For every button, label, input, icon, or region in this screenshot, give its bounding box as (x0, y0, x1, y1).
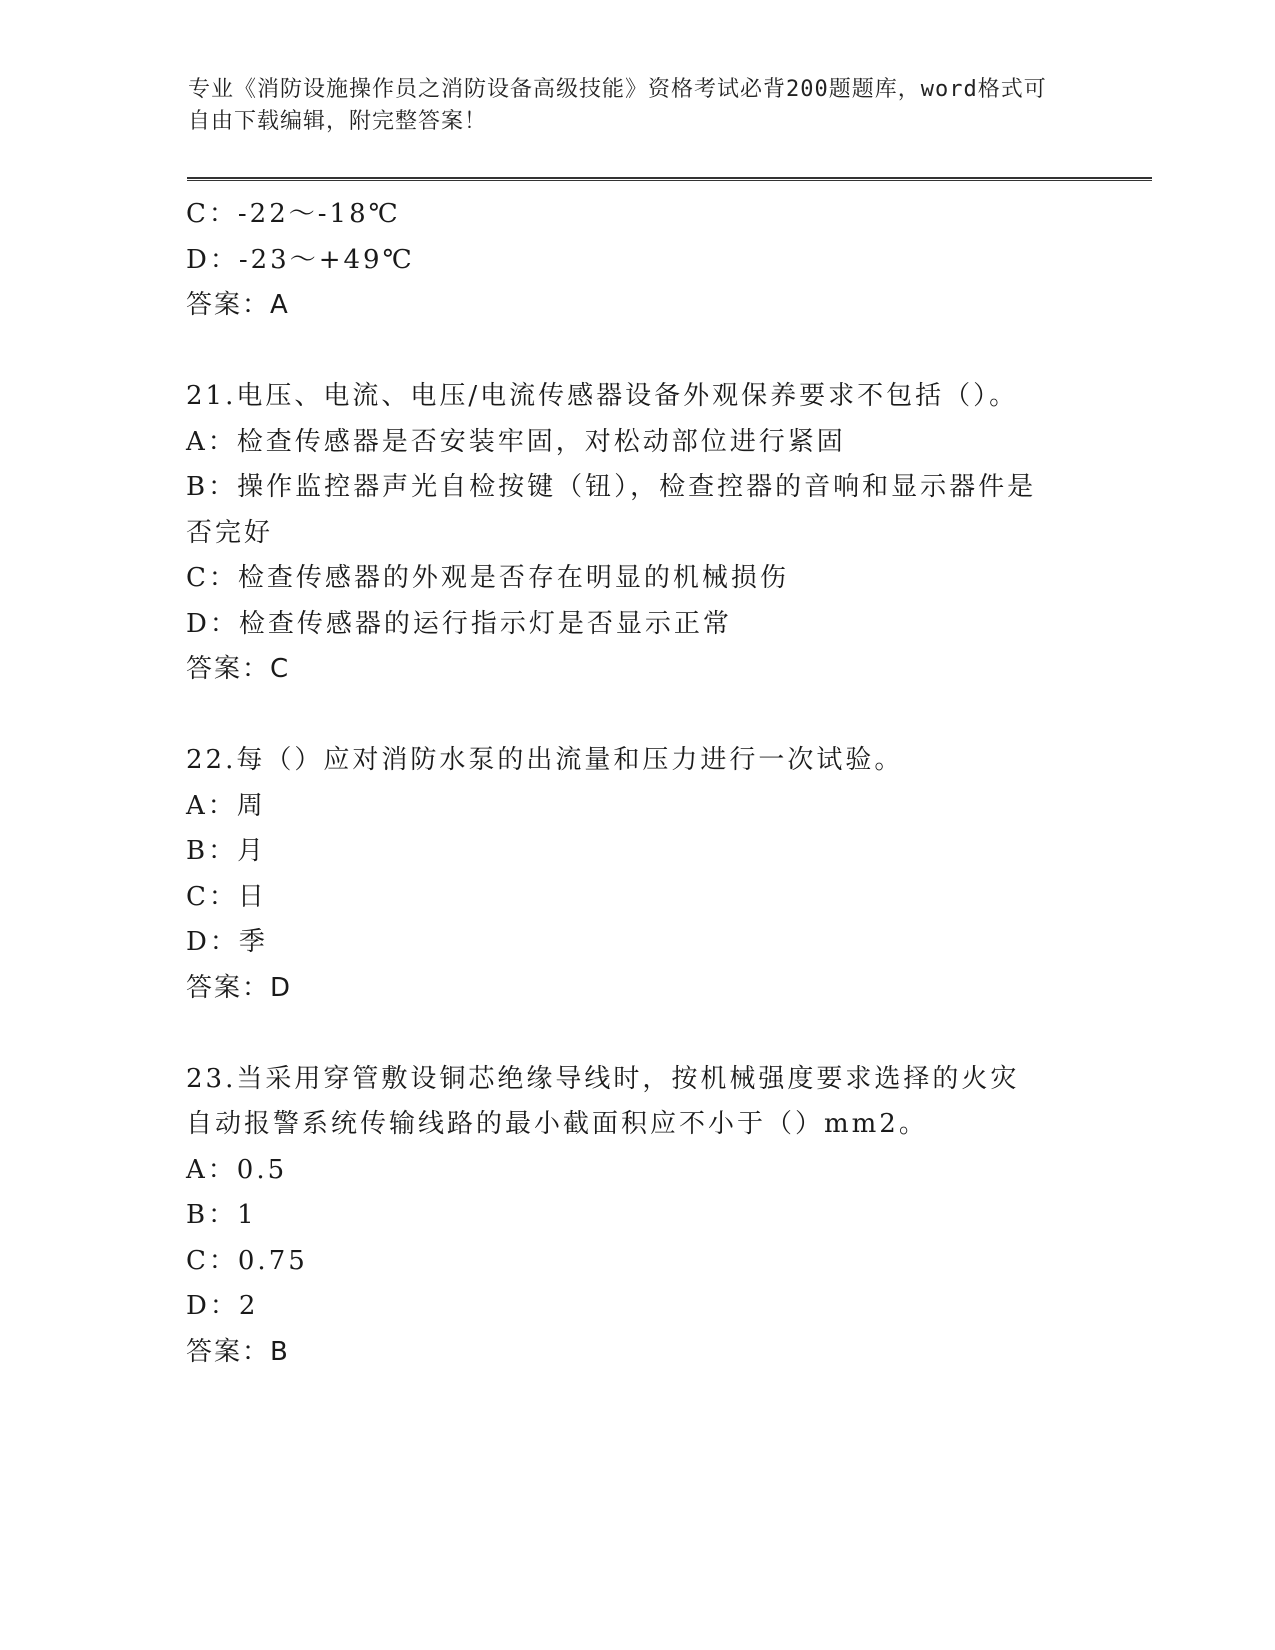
question-stem: 22.每（）应对消防水泵的出流量和压力进行一次试验。 (186, 745, 904, 775)
option-c: C：检查传感器的外观是否存在明显的机械损伤 (186, 563, 789, 593)
question-stem: 23.当采用穿管敷设铜芯绝缘导线时，按机械强度要求选择的火灾自动报警系统传输线路的最小截面积应不小于（）mm2。 (186, 1063, 1020, 1139)
option-a: A：周 (186, 790, 266, 821)
option-a: A：0.5 (186, 1154, 288, 1185)
option-c: C：0.75 (186, 1245, 308, 1276)
option-d: D：检查传感器的运行指示灯是否显示正常 (186, 608, 732, 639)
answer-line: 答案：B (186, 1336, 290, 1367)
header-divider (187, 177, 1152, 181)
spacer (186, 693, 1086, 739)
option-d: D：-23～+49℃ (186, 244, 415, 275)
option-a: A：检查传感器是否安装牢固，对松动部位进行紧固 (186, 426, 846, 457)
option-c: C：日 (186, 881, 267, 912)
question-22 (186, 738, 1086, 1011)
answer-line: 答案：C (186, 654, 291, 684)
answer-line: 答案：D (186, 972, 293, 1003)
option-c: C：-22～-18℃ (186, 199, 401, 229)
spacer (186, 329, 1086, 375)
question-23 (186, 1057, 1086, 1376)
document-body (186, 192, 1086, 1375)
option-d: D：季 (186, 927, 268, 957)
question-21 (186, 374, 1086, 693)
option-b: B：1 (186, 1200, 257, 1230)
option-b: B：操作监控器声光自检按键（钮），检查控器的音响和显示器件是否完好 (186, 472, 1037, 548)
option-b: B：月 (186, 836, 267, 866)
option-d: D：2 (186, 1291, 259, 1321)
spacer (186, 1011, 1086, 1057)
answer-line: 答案：A (186, 290, 290, 320)
question-stem: 21.电压、电流、电压/电流传感器设备外观保养要求不包括（）。 (186, 381, 1019, 411)
question-20-tail (186, 192, 1086, 329)
document-header: 专业《消防设施操作员之消防设备高级技能》资格考试必背200题题库，word格式可自由下载编辑，附完整答案！ (188, 77, 1047, 134)
